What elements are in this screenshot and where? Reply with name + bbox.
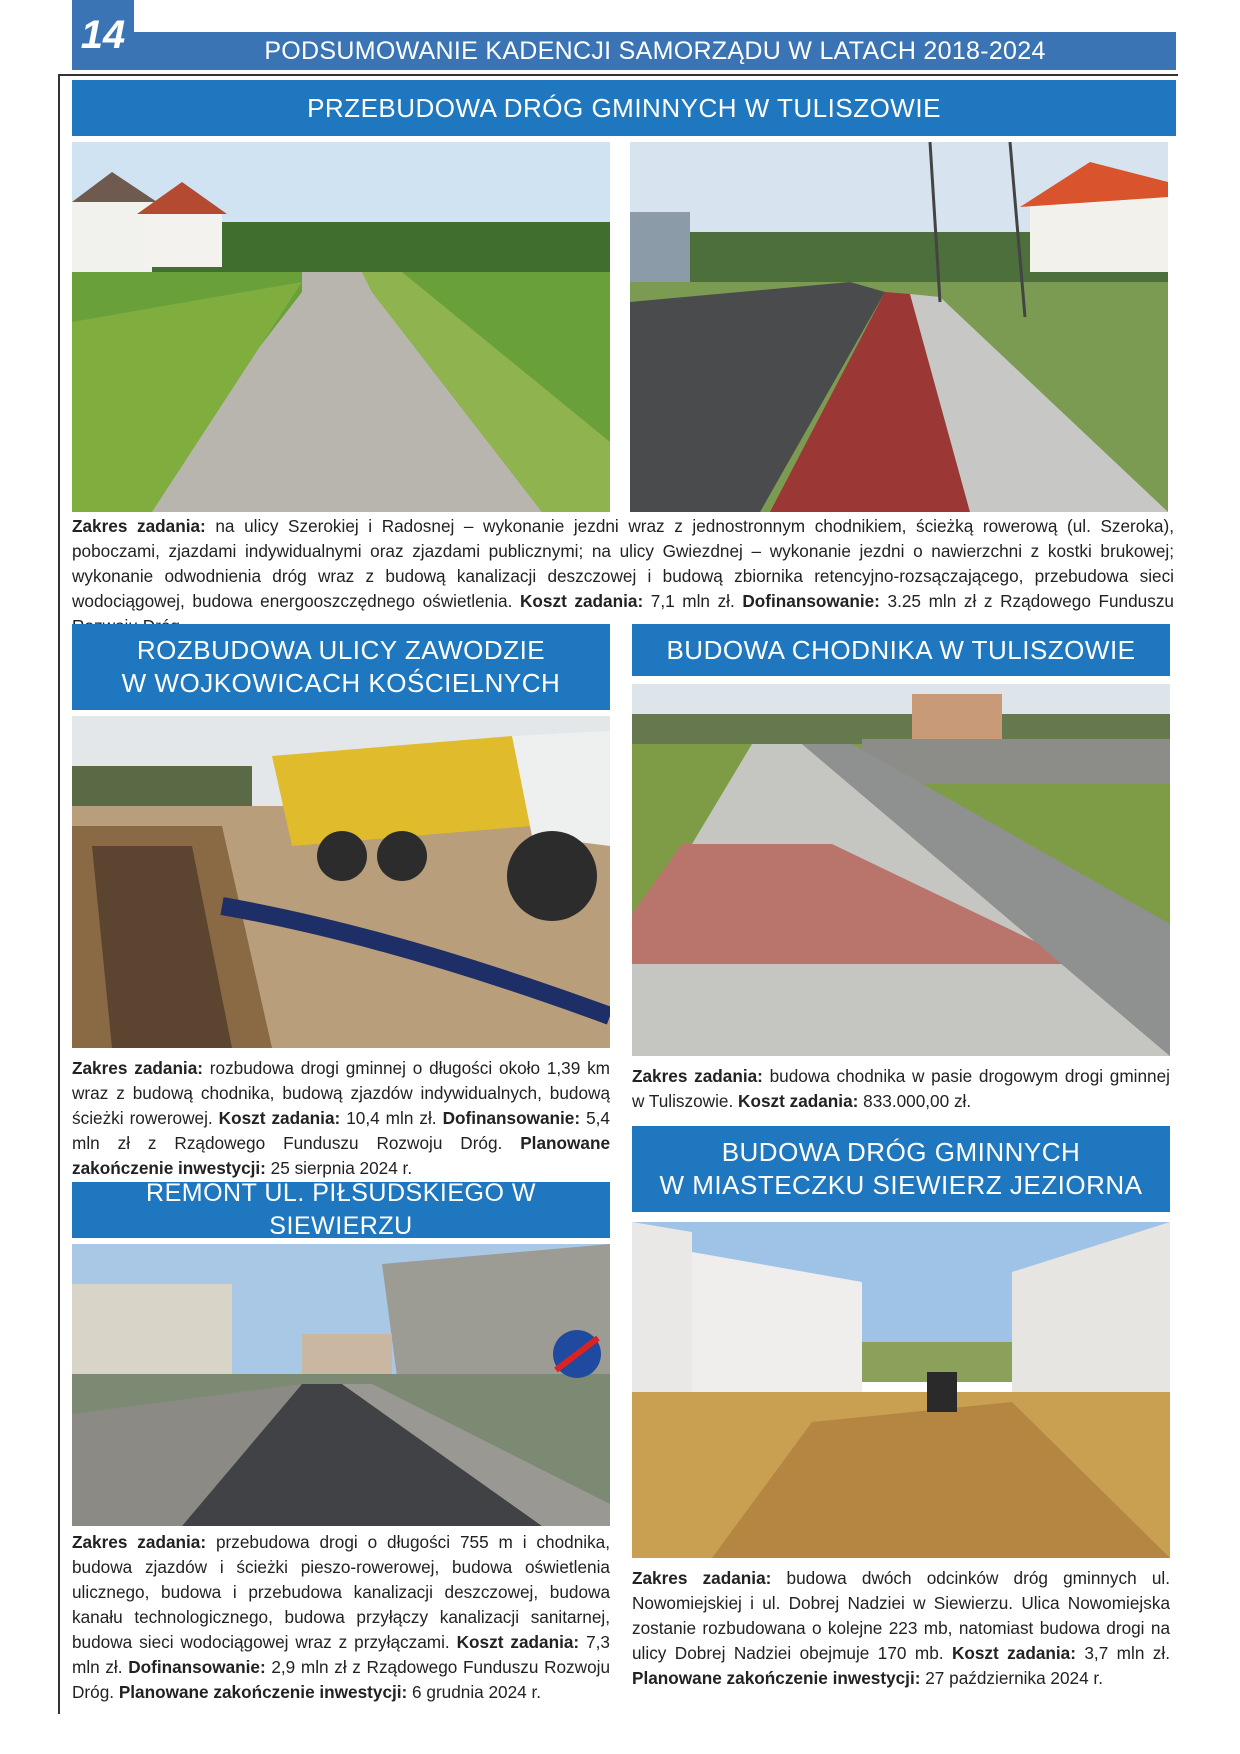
section-title-przebudowa-tuliszow [72,80,1176,136]
desc-text: na ulicy Szerokiej i Radosnej – wykonanie jezdni wraz z jednostronnym chodnikiem, ścieżką rowerową (ul. Szeroka), poboczami, zjazdami indywidualnymi oraz zjazdami publicznymi; na ulicy Gwiezdnej – wykonanie jezdni o nawierzchni z kostki brukowej; wykonanie odwodnienia dróg wraz z budową kanalizacji deszczowej i budową zbiornika retencyjno-rozsączającego, przebudowa sieci wodociągowej, budowa energooszczędnego oświetlenia. [72,516,1174,611]
photo-sidewalk [632,684,1170,1056]
description-chodnik-tuliszow [632,1064,1170,1114]
photo-gravel-road [72,142,610,512]
section-title-line: REMONT UL. PIŁSUDSKIEGO W SIEWIERZU [146,1179,536,1240]
section-title-pilsudskiego [72,1179,610,1240]
desc-label: Zakres zadania: [632,1066,763,1086]
section-title-zawodzie [72,624,610,710]
description-siewierz-jeziorna [632,1566,1170,1691]
desc-text: 3.25 mln zł z Rządowego Funduszu [887,591,1174,611]
section-title-line: W MIASTECZKU SIEWIERZ JEZIORNA [659,1170,1143,1200]
photo-pilsudskiego-street [72,1244,610,1526]
desc-label: Dofinansowanie: [128,1657,266,1677]
section-title-line: PRZEBUDOWA DRÓG GMINNYCH W TULISZOWIE [307,92,941,123]
desc-text: budowa dwóch odcinków dróg gminnych ul. Nowomiejskiej i ul. Dobrej Nadziei w Siewierzu. Ulica Nowomiejska zostanie rozbudowana o kolejne 223 mb, natomiast budowa drogi na ulicy Dobrej Nadziei obejmuje 170 mb. [632,1568,1170,1663]
page-number: 14 [72,0,134,70]
desc-text: 833.000,00 zł. [858,1091,972,1111]
desc-label: Zakres zadania: [632,1568,772,1588]
section-title-line: BUDOWA CHODNIKA W TULISZOWIE [666,634,1136,665]
photo-bike-path [630,142,1168,512]
desc-text: 3,7 mln zł. [1075,1643,1170,1663]
margin-rule [58,74,60,1714]
section-title-line: BUDOWA DRÓG GMINNYCH [721,1137,1081,1167]
desc-label: Dofinansowanie: [742,591,880,611]
desc-label: Koszt zadania: [456,1632,580,1652]
desc-label: Planowane zakończenie inwestycji: [118,1682,408,1702]
desc-label: Koszt zadania: [738,1091,859,1111]
desc-text: 7,1 mln zł. [643,591,743,611]
photo-jeziorna-construction [632,1222,1170,1558]
desc-label: Dofinansowanie: [442,1108,581,1128]
desc-text: 5,4 mln zł z Rządowego Funduszu Rozwoju Dróg. [72,1108,610,1153]
section-title-line: ROZBUDOWA ULICY ZAWODZIE [136,635,546,665]
desc-text: budowa chodnika w pasie drogowym drogi gminnej w Tuliszowie. [632,1066,1170,1111]
header-rule [58,74,1178,76]
desc-label: Zakres zadania: [72,1058,203,1078]
desc-label: Koszt zadania: [951,1643,1076,1663]
description-przebudowa-tuliszow [72,514,1174,639]
desc-text: 7,3 mln zł. [72,1632,610,1677]
section-title-chodnik-tuliszow [632,624,1170,676]
desc-label: Zakres zadania: [72,1532,207,1552]
desc-text: 10,4 mln zł. [340,1108,443,1128]
desc-text: 6 grudnia 2024 r. [407,1682,542,1702]
description-zawodzie [72,1056,610,1181]
desc-label: Koszt zadania: [218,1108,341,1128]
desc-label: Planowane zakończenie inwestycji: [72,1133,610,1178]
desc-label: Koszt zadania: [520,591,644,611]
section-title-siewierz-jeziorna [632,1126,1170,1212]
desc-text: 2,9 mln zł z Rządowego Funduszu Rozwoju Dróg. [72,1657,611,1702]
desc-label: Planowane zakończenie inwestycji: [632,1668,921,1688]
desc-text: 25 sierpnia 2024 r. [265,1158,413,1178]
section-title-line: W WOJKOWICACH KOŚCIELNYCH [121,668,561,698]
photo-truck-excavation [72,716,610,1048]
desc-label: Zakres zadania: [72,516,206,536]
page-header-title: PODSUMOWANIE KADENCJI SAMORZĄDU W LATACH 2018-2024 [134,32,1176,70]
desc-text: 27 października 2024 r. [920,1668,1103,1688]
description-pilsudskiego [72,1530,610,1705]
desc-text: rozbudowa drogi gminnej o długości około 1,39 km wraz z budową chodnika, budową zjazdów indywidualnych, budową ścieżki rowerowej. [72,1058,610,1128]
desc-text: przebudowa drogi o długości 755 m i chodnika, budowa zjazdów i ścieżki pieszo-rowerowej, budowa oświetlenia ulicznego, budowa i przebudowa kanalizacji deszczowej, budowa kanału technologicznego, budowa przyłączy kanalizacji sanitarnej, budowa sieci wodociągowej wraz z przyłączami. [72,1532,610,1652]
